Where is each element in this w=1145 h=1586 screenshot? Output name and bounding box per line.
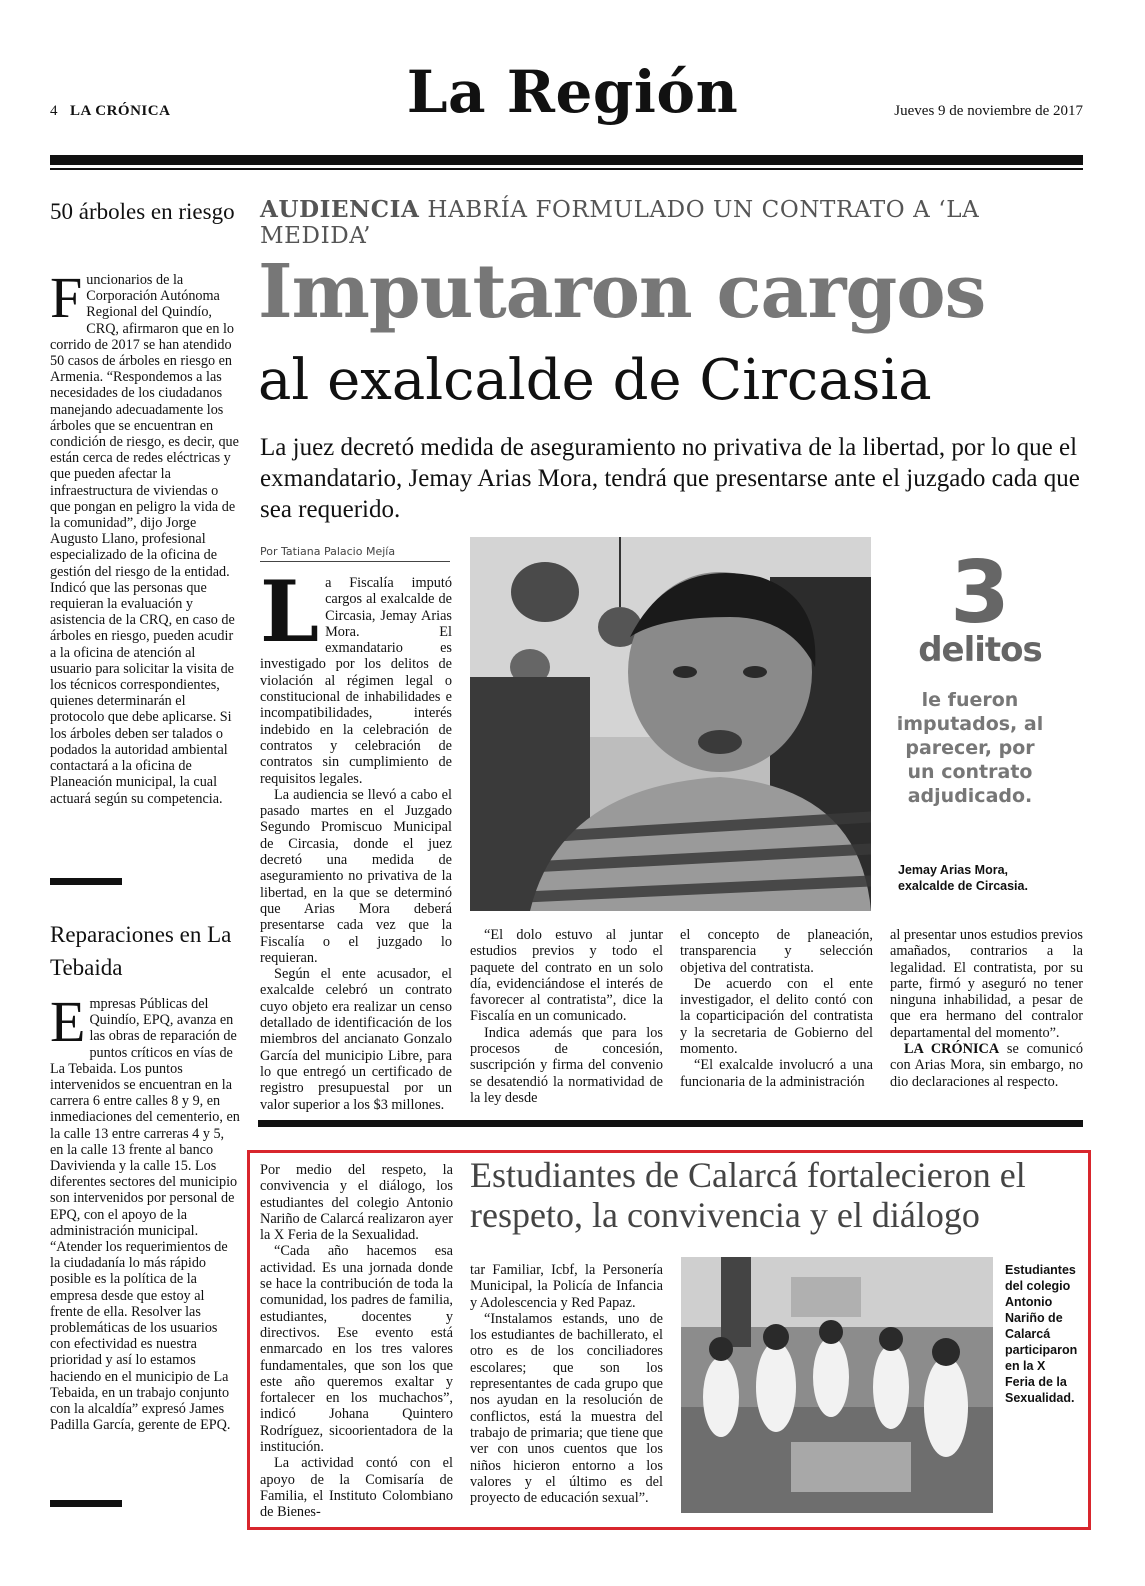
article-kicker [260, 196, 1080, 249]
brief-2-headline: Reparaciones en La Tebaida [50, 922, 232, 980]
bottom-col1-p1: Por medio del respeto, la convivencia y el diálogo, los estudiantes del colegio Antonio Nariño de Calarcá realizaron ayer la X Feria de la Sexualidad. [260, 1162, 453, 1244]
article-dropcap: L [260, 562, 320, 661]
bottom-col1-p2: “Cada año hacemos esa actividad. Es una jornada donde se hace la contribución de toda la comunidad, los padres de familia, estudiantes, docentes y directivos. Ese evento está enmarcado en los tres valores fundamentales, que son los que este año queremos exaltar y fortalecer en los muchachos”, indicó Johana Quintero Rodríguez, sicoorientadora de la institución. [260, 1243, 453, 1456]
article-col4-p2: se comunicó con Arias Mora, sin embargo, no dio declaraciones al respecto. [890, 1041, 1083, 1090]
article-col4-p1: al presentar unos estudios previos amañados, contrarios a la legalidad. El contratista, por su parte, firmó y aseguró no tener ninguna inhabilidad, a pesar de que era hermano del contralor departamental del momento”. [890, 927, 1083, 1041]
article-headline-line2: al exalcalde de Circasia [258, 348, 932, 413]
article-col1-p2: La audiencia se llevó a cabo el pasado martes en el Juzgado Segundo Promiscuo Municipal de Circasia, donde el juez decretó una medida de aseguramiento no privativa de la libertad, en la que se determinó que Arias Mora deberá presentarse cada vez que la Fiscalía o el juzgado lo requieran. [260, 786, 452, 966]
stat-description: le fueron imputados, al parecer, por un contrato adjudicado. [896, 689, 1044, 807]
brief-divider [50, 878, 122, 885]
kicker-text: HABRÍA FORMULADO UN CONTRATO A ‘LA MEDIDA’ [260, 197, 980, 249]
masthead-rule-thick [50, 155, 1083, 165]
brief-2-text: mpresas Públicas del Quindío, EPQ, avanza en las obras de reparación de puntos críticos en vías de La Tebaida. Los puntos intervenidos se encuentran en la carrera 6 entre calles 8 y 9, en inmediaciones del cementerio, en la calle 13 entre carreras 4 y 5, en la calle 13 frente al banco Davivienda y la calle 15. Los diferentes sectores del municipio son intervenidos por personal de EPQ, con el apoyo de la administración municipal. “Atender los requerimientos de la ciudadanía lo más rápido posible es la política de la empresa desde que estoy al frente de ella. Resolver las problemáticas de los usuarios con efectividad es nuestra prioridad y así lo estamos haciendo en el municipio de La Tebaida, en un trabajo conjunto con la alcaldía” expresó James Padilla García, gerente de EPQ. [50, 996, 240, 1434]
bottom-column-2 [470, 1262, 663, 1506]
bottom-col1-p3: La actividad contó con el apoyo de la Comisaría de Familia, el Instituto Colombiano de Bienes- [260, 1455, 453, 1521]
article-column-3 [680, 927, 873, 1090]
article-col2-p2: Indica además que para los procesos de concesión, suscripción y firma del convenio se desatendió la normatividad de la ley desde [470, 1024, 663, 1106]
article-col3-p1: el concepto de planeación, transparencia y selección objetiva del contratista. [680, 927, 873, 976]
bottom-col2-p1: tar Familiar, Icbf, la Personería Municipal, la Policía de Infancia y Adolescencia y Red Papaz. [470, 1262, 663, 1311]
exalcalde-photo [470, 537, 871, 911]
publication-date: Jueves 9 de noviembre de 2017 [894, 103, 1083, 119]
students-photo [681, 1257, 993, 1513]
section-title: La Región [406, 58, 739, 126]
article-headline-line1: Imputaron cargos [258, 249, 986, 335]
article-column-1 [260, 562, 452, 1113]
brief-1-headline: 50 árboles en riesgo [50, 199, 235, 224]
article-bottom-rule [258, 1120, 1083, 1127]
brief-divider-bottom [50, 1500, 122, 1507]
article-col3-p2: De acuerdo con el ente investigador, el delito contó con la coparticipación del contratista y la secretaria de Gobierno del momento. [680, 975, 873, 1058]
brief-1-dropcap: F [50, 265, 83, 330]
brief-2-body [50, 989, 240, 1434]
article-col4-paper: LA CRÓNICA [904, 1041, 1000, 1058]
bottom-article-headline: Estudiantes de Calarcá fortalecieron el respeto, la convivencia y el diálogo [470, 1155, 1026, 1235]
article-col3-p3: “El exalcalde involucró a una funcionaria de la administración [680, 1057, 873, 1090]
photo-caption: Jemay Arias Mora, exalcalde de Circasia. [898, 863, 1028, 893]
brief-1-text: uncionarios de la Corporación Autónoma Regional del Quindío, CRQ, afirmaron que en lo corrido de 2017 se han atendido 50 casos de árboles en riesgo en Armenia. “Respondemos a las necesidades de los ciudadanos manejando adecuadamente los árboles que se encuentran en condición de riesgo, es decir, que están cerca de redes eléctricas y que pueden afectar la infraestructura de viviendas o que pongan en peligro la vida de la comunidad”, dijo Jorge Augusto Llano, profesional especializado de la oficina de gestión del riesgo de la entidad. Indicó que las personas que requieran la evaluación y asistencia de la CRQ, en caso de árboles en riesgo, pueden acudir a la oficina de atención al usuario para solicitar la visita de los técnicos correspondientes, quienes determinarán el protocolo que debe aplicarse. Si los árboles deben ser talados o podados la autoridad ambiental contactará a la oficina de Planeación municipal, la cual actuará según su competencia. [50, 272, 239, 807]
page-number: 4 [50, 103, 58, 119]
brief-1-body [50, 265, 240, 807]
article-col1-p3: Según el ente acusador, el exalcalde celebró un contrato cuyo objeto era realizar un censo detallado de identificación de los miembros del ancianato Gonzalo García del municipio Libre, para lo que entregó un certificado de registro presupuestal por un valor superior a los $3 millones. [260, 966, 452, 1113]
brief-2-dropcap: E [50, 989, 86, 1054]
article-column-4 [890, 927, 1083, 1090]
article-byline: Por Tatiana Palacio Mejía [260, 545, 450, 562]
stat-number: 3 [950, 543, 1010, 643]
article-deck: La juez decretó medida de aseguramiento no privativa de la libertad, por lo que el exmandatario, Jemay Arias Mora, tendrá que presentarse ante el juzgado cada que sea requerido. [260, 434, 1080, 523]
article-col1-p1: a Fiscalía imputó cargos al exalcalde de Circasia, Jemay Arias Mora. El exmandatario es investigado por los delitos de violación al régimen legal o constitucional de inhabilidades e incompatibilidades, interés indebido en la celebración de contratos y celebración de contratos sin cumplimiento de requisitos legales. [260, 575, 452, 787]
kicker-label: AUDIENCIA [260, 196, 420, 223]
masthead-rule-thin [50, 168, 1083, 170]
paper-name: LA CRÓNICA [70, 103, 171, 119]
students-photo-caption: Estudiantes del colegio Antonio Nariño de Calarcá participaron en la X Feria de la Sexualidad. [1005, 1263, 1078, 1405]
article-col2-p1: “El dolo estuvo al juntar estudios previos y todo el paquete del contrato en un solo día, evidenciándose el interés de favorecer al contratista”, dice la Fiscalía en un comunicado. [470, 927, 663, 1025]
bottom-col2-p2: “Instalamos estands, uno de los estudiantes de bachillerato, el otro es de los conciliadores escolares; que son los representantes de cada grupo que nos ayudan en la resolución de conflictos, está la muestra del trabajo de primaria; que tiene que ver con unos cuentos que los niños hicieron entorno a los valores y el último es del proyecto de educación sexual”. [470, 1310, 663, 1507]
article-column-2 [470, 927, 663, 1106]
bottom-column-1 [260, 1162, 453, 1521]
stat-unit: delitos [918, 630, 1042, 670]
